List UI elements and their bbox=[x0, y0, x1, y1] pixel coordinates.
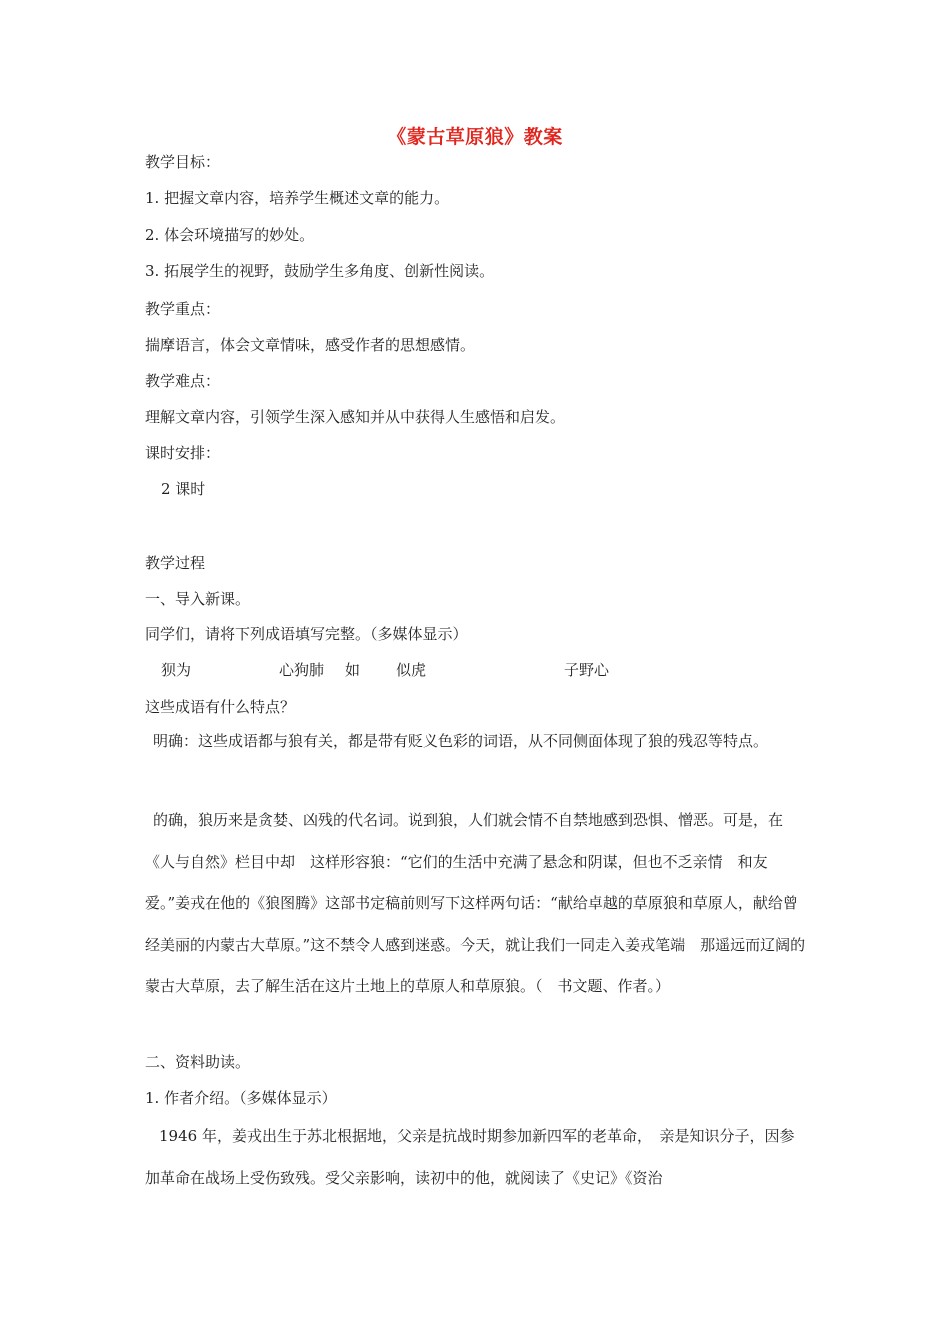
key-points-heading: 教学重点： bbox=[145, 300, 221, 318]
idiom-row bbox=[145, 658, 815, 682]
key-points-text: 揣摩语言，体会文章情味，感受作者的思想感情。 bbox=[145, 336, 476, 354]
idiom-blank: 似虎 bbox=[396, 661, 427, 679]
schedule-text: 2 课时 bbox=[161, 480, 206, 498]
idiom-blank: 如 bbox=[345, 661, 361, 679]
author-paragraph: 1946 年，姜戎出生于苏北根据地，父亲是抗战时期参加新四军的老革命， 亲是知识分子，因参加革命在战场上受伤致残。受父亲影响，读初中的他，就阅读了《史记》《资治 bbox=[145, 1127, 795, 1187]
idiom-blank: 子野心 bbox=[564, 661, 610, 679]
difficulties-heading: 教学难点： bbox=[145, 372, 221, 390]
document-title: 《蒙古草原狼》教案 bbox=[387, 126, 563, 148]
difficulties-text: 理解文章内容，引领学生深入感知并从中获得人生感悟和启发。 bbox=[145, 408, 566, 426]
answer-paragraph: 明确：这些成语都与狼有关，都是带有贬义色彩的词语，从不同侧面体现了狼的残忍等特点。 bbox=[153, 732, 769, 750]
objective-item: 1. 把握文章内容，培养学生概述文章的能力。 bbox=[145, 189, 450, 207]
process-heading: 教学过程 bbox=[145, 554, 206, 572]
idiom-blank: 心狗肺 bbox=[279, 661, 325, 679]
section1-prompt: 同学们，请将下列成语填写完整。（多媒体显示） bbox=[145, 625, 468, 643]
section2-heading: 二、资料助读。 bbox=[145, 1053, 251, 1071]
section1-heading: 一、导入新课。 bbox=[145, 590, 251, 608]
objective-item: 2. 体会环境描写的妙处。 bbox=[145, 226, 315, 244]
intro-paragraph: 的确，狼历来是贪婪、凶残的代名词。说到狼，人们就会情不自禁地感到恐惧、憎恶。可是，在《人与自然》栏目中却 这样形容狼：“它们的生活中充满了悬念和阴谋，但也不乏亲情 和友爱。”姜戎在他的《狼图腾》这部书定稿前则写下这样两句话：“献给卓越的草原狼和草原人，献给曾经美丽的内蒙古大草原。”这不禁令人感到迷惑。今天，就让我们一同走入姜戎笔端 那遥远而辽阔的蒙古大草原，去了解生活在这片土地上的草原人和草原狼。（ 书文题、作者。） bbox=[145, 811, 806, 995]
objective-item: 3. 拓展学生的视野，鼓励学生多角度、创新性阅读。 bbox=[145, 262, 495, 280]
schedule-heading: 课时安排： bbox=[145, 444, 221, 462]
author-heading: 1. 作者介绍。（多媒体显示） bbox=[145, 1089, 337, 1107]
question-text: 这些成语有什么特点？ bbox=[145, 698, 296, 716]
objectives-heading: 教学目标： bbox=[145, 153, 221, 171]
idiom-blank: 狈为 bbox=[161, 661, 192, 679]
